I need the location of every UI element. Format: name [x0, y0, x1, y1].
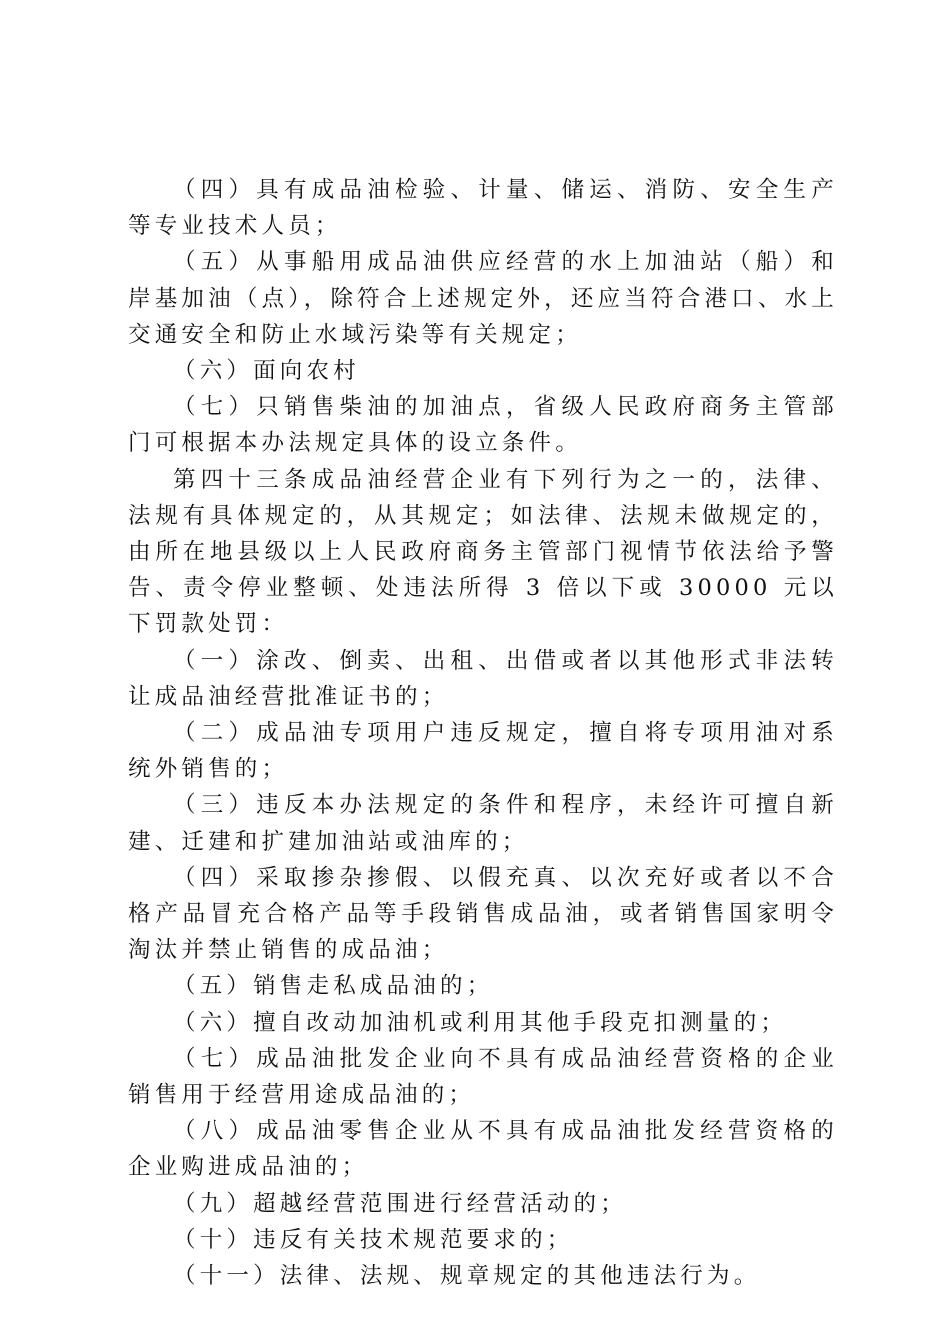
violation-item-8: （八）成品油零售企业从不具有成品油批发经营资格的企业购进成品油的； [128, 1118, 838, 1181]
violation-item-6: （六）擅自改动加油机或利用其他手段克扣测量的； [173, 1009, 788, 1036]
violation-item-2: （二）成品油专项用户违反规定，擅自将专项用油对系统外销售的； [128, 720, 838, 783]
paragraph-item-5: （五）从事船用成品油供应经营的水上加油站（船）和岸基加油（点），除符合上述规定外，还应当符合港口、水上交通安全和防止水域污染等有关规定； [128, 249, 838, 348]
violation-item-5: （五）销售走私成品油的； [173, 973, 494, 1000]
document-body [128, 172, 838, 1294]
article-43-paragraph: 第四十三条成品油经营企业有下列行为之一的，法律、法规有具体规定的，从其规定；如法律、法规未做规定的，由所在地县级以上人民政府商务主管部门视情节依法给予警告、责令停业整顿、处违法所得 3 倍以下或 30000 元以下罚款处罚： [128, 466, 838, 638]
violation-item-9: （九）超越经营范围进行经营活动的； [173, 1190, 627, 1217]
paragraph-item-4: （四）具有成品油检验、计量、储运、消防、安全生产等专业技术人员； [128, 177, 838, 240]
violation-item-4: （四）采取掺杂掺假、以假充真、以次充好或者以不合格产品冒充合格产品等手段销售成品油，或者销售国家明令淘汰并禁止销售的成品油； [128, 864, 838, 964]
violation-item-11: （十一）法律、法规、规章规定的其他违法行为。 [173, 1263, 761, 1290]
violation-item-3: （三）违反本办法规定的条件和程序，未经许可擅自新建、迁建和扩建加油站或油库的； [128, 792, 838, 855]
violation-item-1: （一）涂改、倒卖、出租、出借或者以其他形式非法转让成品油经营批准证书的； [128, 647, 838, 710]
violation-item-10: （十）违反有关技术规范要求的； [173, 1226, 574, 1253]
paragraph-item-7: （七）只销售柴油的加油点，省级人民政府商务主管部门可根据本办法规定具体的设立条件。 [128, 394, 838, 457]
paragraph-item-6: （六）面向农村 [173, 358, 360, 385]
violation-item-7: （七）成品油批发企业向不具有成品油经营资格的企业销售用于经营用途成品油的； [128, 1045, 838, 1109]
